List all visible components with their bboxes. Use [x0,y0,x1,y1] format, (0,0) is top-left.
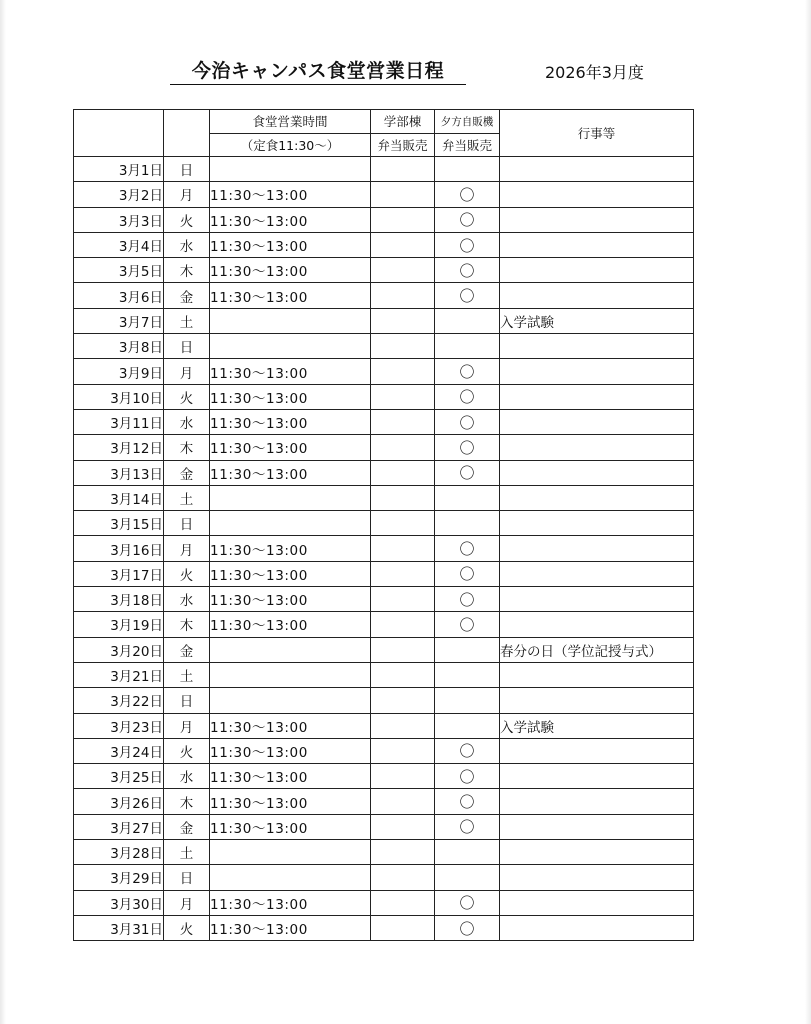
cell-hours: 11:30～13:00 [210,561,371,586]
table-row [74,764,694,789]
cell-hours: 11:30～13:00 [210,460,371,485]
table-row [74,283,694,308]
cell-vending-bento: 〇 [435,890,500,915]
cell-day-of-week: 木 [164,435,210,460]
cafeteria-schedule-table [73,109,694,941]
table-row [74,334,694,359]
header-hours-line1: 食堂営業時間 [210,110,371,134]
cell-hours [210,334,371,359]
cell-hours: 11:30～13:00 [210,612,371,637]
cell-event [500,890,694,915]
cell-event [500,157,694,182]
cell-building-bento [371,915,435,940]
cell-day-of-week: 木 [164,612,210,637]
cell-hours: 11:30～13:00 [210,587,371,612]
cell-event [500,207,694,232]
cell-day-of-week: 日 [164,334,210,359]
cell-date: 3月7日 [74,308,164,333]
cell-event [500,536,694,561]
cell-day-of-week: 日 [164,157,210,182]
cell-day-of-week: 土 [164,840,210,865]
cell-hours: 11:30～13:00 [210,258,371,283]
document-month: 2026年3月度 [545,63,644,82]
cell-day-of-week: 日 [164,865,210,890]
cell-hours [210,308,371,333]
page-edge-shadow-right [805,0,811,1024]
cell-vending-bento: 〇 [435,814,500,839]
table-row [74,561,694,586]
cell-building-bento [371,182,435,207]
table-header [74,110,694,157]
table-row [74,536,694,561]
header-building-bento-line2: 弁当販売 [371,133,435,157]
cell-vending-bento: 〇 [435,587,500,612]
cell-event [500,915,694,940]
cell-day-of-week: 金 [164,637,210,662]
cell-date: 3月13日 [74,460,164,485]
cell-vending-bento [435,334,500,359]
header-events: 行事等 [500,110,694,157]
cell-date: 3月23日 [74,713,164,738]
cell-event [500,865,694,890]
cell-event [500,612,694,637]
table-row [74,890,694,915]
cell-date: 3月15日 [74,511,164,536]
cell-event [500,258,694,283]
cell-hours [210,157,371,182]
cell-day-of-week: 土 [164,485,210,510]
cell-day-of-week: 木 [164,258,210,283]
cell-building-bento [371,232,435,257]
cell-date: 3月4日 [74,232,164,257]
cell-event [500,435,694,460]
cell-day-of-week: 月 [164,182,210,207]
cell-building-bento [371,561,435,586]
table-row [74,460,694,485]
cell-day-of-week: 日 [164,688,210,713]
cell-building-bento [371,384,435,409]
header-hours-line2: （定食11:30～） [210,133,371,157]
cell-vending-bento [435,485,500,510]
cell-vending-bento: 〇 [435,738,500,763]
cell-vending-bento: 〇 [435,915,500,940]
cell-day-of-week: 月 [164,713,210,738]
table-row [74,612,694,637]
table-row [74,207,694,232]
cell-building-bento [371,283,435,308]
cell-building-bento [371,359,435,384]
document-title: 今治キャンパス食堂営業日程 [170,56,466,85]
cell-event: 入学試験 [500,713,694,738]
cell-building-bento [371,536,435,561]
cell-hours [210,485,371,510]
cell-day-of-week: 金 [164,283,210,308]
cell-date: 3月14日 [74,485,164,510]
cell-vending-bento: 〇 [435,789,500,814]
cell-vending-bento: 〇 [435,207,500,232]
cell-vending-bento: 〇 [435,536,500,561]
table-row [74,258,694,283]
table-row [74,157,694,182]
cell-day-of-week: 金 [164,460,210,485]
cell-building-bento [371,612,435,637]
table-row [74,840,694,865]
cell-vending-bento: 〇 [435,232,500,257]
cell-day-of-week: 土 [164,308,210,333]
table-row [74,232,694,257]
cell-vending-bento: 〇 [435,409,500,434]
cell-event: 入学試験 [500,308,694,333]
cell-building-bento [371,460,435,485]
cell-date: 3月27日 [74,814,164,839]
cell-vending-bento: 〇 [435,561,500,586]
cell-vending-bento: 〇 [435,460,500,485]
cell-day-of-week: 水 [164,764,210,789]
cell-event [500,283,694,308]
cell-hours: 11:30～13:00 [210,182,371,207]
header-vending-bento-line2: 弁当販売 [435,133,500,157]
cell-vending-bento [435,157,500,182]
cell-building-bento [371,890,435,915]
table-row [74,308,694,333]
cell-vending-bento: 〇 [435,359,500,384]
cell-event [500,814,694,839]
header-date [74,110,164,157]
table-row [74,789,694,814]
cell-date: 3月21日 [74,662,164,687]
cell-building-bento [371,334,435,359]
cell-hours: 11:30～13:00 [210,359,371,384]
cell-vending-bento [435,662,500,687]
cell-building-bento [371,738,435,763]
cell-day-of-week: 火 [164,738,210,763]
cell-vending-bento [435,511,500,536]
header-row-1 [74,110,694,134]
cell-event [500,359,694,384]
cell-date: 3月12日 [74,435,164,460]
cell-building-bento [371,587,435,612]
cell-vending-bento [435,713,500,738]
cell-hours: 11:30～13:00 [210,890,371,915]
table-row [74,688,694,713]
cell-event [500,662,694,687]
cell-day-of-week: 水 [164,587,210,612]
table-row [74,915,694,940]
cell-building-bento [371,789,435,814]
table-row [74,814,694,839]
cell-vending-bento: 〇 [435,384,500,409]
table-row [74,409,694,434]
cell-date: 3月17日 [74,561,164,586]
table-row [74,662,694,687]
cell-date: 3月5日 [74,258,164,283]
cell-event: 春分の日（学位記授与式） [500,637,694,662]
cell-date: 3月30日 [74,890,164,915]
cell-hours: 11:30～13:00 [210,232,371,257]
cell-event [500,738,694,763]
cell-vending-bento [435,840,500,865]
cell-event [500,688,694,713]
table-row [74,587,694,612]
table-row [74,359,694,384]
cell-building-bento [371,308,435,333]
cell-hours [210,662,371,687]
table-row [74,865,694,890]
cell-date: 3月31日 [74,915,164,940]
cell-building-bento [371,258,435,283]
cell-vending-bento: 〇 [435,283,500,308]
cell-day-of-week: 火 [164,207,210,232]
cell-vending-bento: 〇 [435,435,500,460]
header-building-bento-line1: 学部棟 [371,110,435,134]
cell-vending-bento [435,637,500,662]
cell-hours: 11:30～13:00 [210,409,371,434]
cell-day-of-week: 金 [164,814,210,839]
cell-day-of-week: 水 [164,409,210,434]
cell-date: 3月2日 [74,182,164,207]
cell-hours [210,865,371,890]
cell-hours: 11:30～13:00 [210,915,371,940]
cell-date: 3月1日 [74,157,164,182]
page-edge-shadow-left [0,0,6,1024]
cell-building-bento [371,511,435,536]
cell-hours: 11:30～13:00 [210,536,371,561]
cell-event [500,764,694,789]
cell-vending-bento [435,865,500,890]
cell-day-of-week: 月 [164,536,210,561]
cell-date: 3月20日 [74,637,164,662]
cell-building-bento [371,637,435,662]
cell-hours [210,637,371,662]
cell-building-bento [371,865,435,890]
cell-building-bento [371,662,435,687]
table-row [74,637,694,662]
cell-vending-bento: 〇 [435,258,500,283]
cell-date: 3月6日 [74,283,164,308]
cell-day-of-week: 木 [164,789,210,814]
cell-event [500,485,694,510]
cell-vending-bento [435,308,500,333]
cell-hours [210,511,371,536]
table-row [74,384,694,409]
header-vending-bento-line1: 夕方自販機 [435,110,500,134]
cell-date: 3月22日 [74,688,164,713]
cell-building-bento [371,713,435,738]
cell-date: 3月8日 [74,334,164,359]
cell-hours: 11:30～13:00 [210,713,371,738]
header-day-of-week [164,110,210,157]
cell-hours: 11:30～13:00 [210,814,371,839]
cell-building-bento [371,814,435,839]
cell-hours: 11:30～13:00 [210,207,371,232]
cell-event [500,182,694,207]
cell-building-bento [371,485,435,510]
cell-event [500,232,694,257]
cell-event [500,384,694,409]
cell-event [500,840,694,865]
cell-date: 3月28日 [74,840,164,865]
cell-date: 3月11日 [74,409,164,434]
cell-event [500,511,694,536]
cell-date: 3月26日 [74,789,164,814]
cell-day-of-week: 月 [164,359,210,384]
cell-event [500,460,694,485]
cell-date: 3月29日 [74,865,164,890]
cell-hours: 11:30～13:00 [210,384,371,409]
table-row [74,182,694,207]
table-row [74,738,694,763]
cell-vending-bento: 〇 [435,764,500,789]
cell-date: 3月19日 [74,612,164,637]
cell-building-bento [371,207,435,232]
cell-date: 3月16日 [74,536,164,561]
cell-building-bento [371,435,435,460]
cell-hours: 11:30～13:00 [210,738,371,763]
cell-date: 3月18日 [74,587,164,612]
cell-hours: 11:30～13:00 [210,435,371,460]
cell-event [500,561,694,586]
cell-day-of-week: 火 [164,561,210,586]
cell-date: 3月9日 [74,359,164,384]
cell-hours [210,840,371,865]
cell-building-bento [371,157,435,182]
cell-building-bento [371,409,435,434]
cell-event [500,409,694,434]
cell-day-of-week: 土 [164,662,210,687]
cell-day-of-week: 火 [164,384,210,409]
cell-building-bento [371,688,435,713]
cell-date: 3月10日 [74,384,164,409]
cell-event [500,587,694,612]
table-row [74,713,694,738]
cell-date: 3月25日 [74,764,164,789]
cell-day-of-week: 月 [164,890,210,915]
cell-day-of-week: 火 [164,915,210,940]
cell-event [500,789,694,814]
cell-vending-bento: 〇 [435,182,500,207]
cell-building-bento [371,840,435,865]
cell-date: 3月24日 [74,738,164,763]
cell-hours: 11:30～13:00 [210,764,371,789]
cell-hours [210,688,371,713]
cell-hours: 11:30～13:00 [210,283,371,308]
cell-date: 3月3日 [74,207,164,232]
cell-vending-bento: 〇 [435,612,500,637]
cell-day-of-week: 水 [164,232,210,257]
cell-hours: 11:30～13:00 [210,789,371,814]
table-row [74,511,694,536]
cell-event [500,334,694,359]
cell-day-of-week: 日 [164,511,210,536]
table-row [74,485,694,510]
cell-vending-bento [435,688,500,713]
cell-building-bento [371,764,435,789]
table-row [74,435,694,460]
table-body [74,157,694,941]
